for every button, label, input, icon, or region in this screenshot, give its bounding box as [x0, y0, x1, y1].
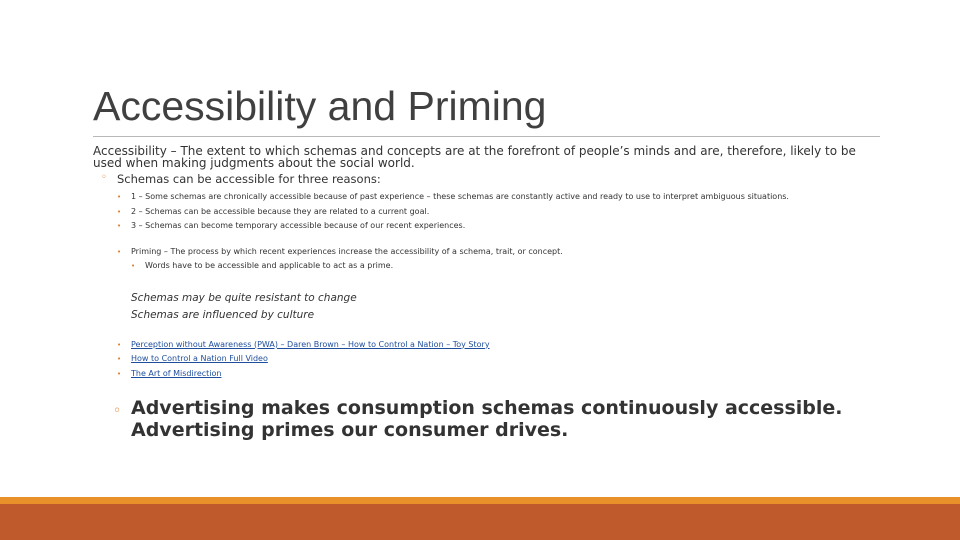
- priming-text: Priming – The process by which recent experiences increase the accessibility of a schema, trait, or concept.: [131, 246, 563, 256]
- slide-content: [93, 145, 883, 441]
- title-divider: [93, 136, 880, 137]
- link-full-video[interactable]: How to Control a Nation Full Video: [131, 354, 268, 363]
- advertising-line-1: Advertising makes consumption schemas continuously accessible.: [131, 397, 843, 419]
- italic-notes: [93, 290, 883, 324]
- list-item: [93, 205, 883, 220]
- priming-sub-text: Words have to be accessible and applicable to act as a prime.: [145, 261, 394, 270]
- priming-subitem: [93, 259, 883, 274]
- dot-bullet-icon: •: [117, 207, 122, 216]
- links-list: [93, 338, 883, 382]
- list-item: [93, 190, 883, 205]
- footer-accent-stripe: [0, 497, 960, 504]
- footer-band: [0, 504, 960, 540]
- reasons-intro-text: Schemas can be accessible for three reasons:: [117, 172, 381, 186]
- reasons-intro-item: [93, 172, 883, 186]
- dot-bullet-icon: •: [117, 340, 122, 349]
- list-item: [93, 219, 883, 234]
- circle-bullet-icon: ◦: [113, 403, 122, 419]
- dot-bullet-icon: •: [117, 193, 122, 201]
- reason-text: 2 – Schemas can be accessible because they are related to a current goal.: [131, 206, 430, 216]
- link-art-of-misdirection[interactable]: The Art of Misdirection: [131, 368, 222, 378]
- dot-bullet-icon: •: [117, 355, 122, 363]
- dot-bullet-icon: •: [117, 247, 122, 256]
- advertising-point: [93, 397, 883, 441]
- circle-bullet-icon: ◦: [101, 172, 107, 183]
- note-resistant: Schemas may be quite resistant to change: [131, 291, 357, 304]
- slide-title: Accessibility and Priming: [93, 83, 547, 129]
- dot-bullet-icon: •: [117, 369, 122, 378]
- list-item: [93, 338, 883, 353]
- accessibility-definition: Accessibility – The extent to which schemas and concepts are at the forefront of people’s minds and are, therefore, likely to be used when making judgments about the social world.: [93, 144, 856, 170]
- dot-bullet-icon: •: [131, 262, 136, 270]
- list-item: [93, 352, 883, 367]
- list-item: [93, 367, 883, 382]
- note-culture: Schemas are influenced by culture: [131, 308, 315, 321]
- link-pwa-derren-brown[interactable]: Perception without Awareness (PWA) – Daren Brown – How to Control a Nation – Toy Story: [131, 339, 490, 349]
- reason-text: 1 – Some schemas are chronically accessible because of past experience – these schemas are constantly active and ready to use to interpret ambiguous situations.: [131, 192, 789, 201]
- priming-list: [93, 245, 883, 274]
- priming-item: [93, 245, 883, 260]
- dot-bullet-icon: •: [117, 222, 122, 230]
- advertising-line-2: Advertising primes our consumer drives.: [131, 419, 569, 441]
- reasons-list: [93, 190, 883, 234]
- reason-text: 3 – Schemas can become temporary accessible because of our recent experiences.: [131, 221, 466, 230]
